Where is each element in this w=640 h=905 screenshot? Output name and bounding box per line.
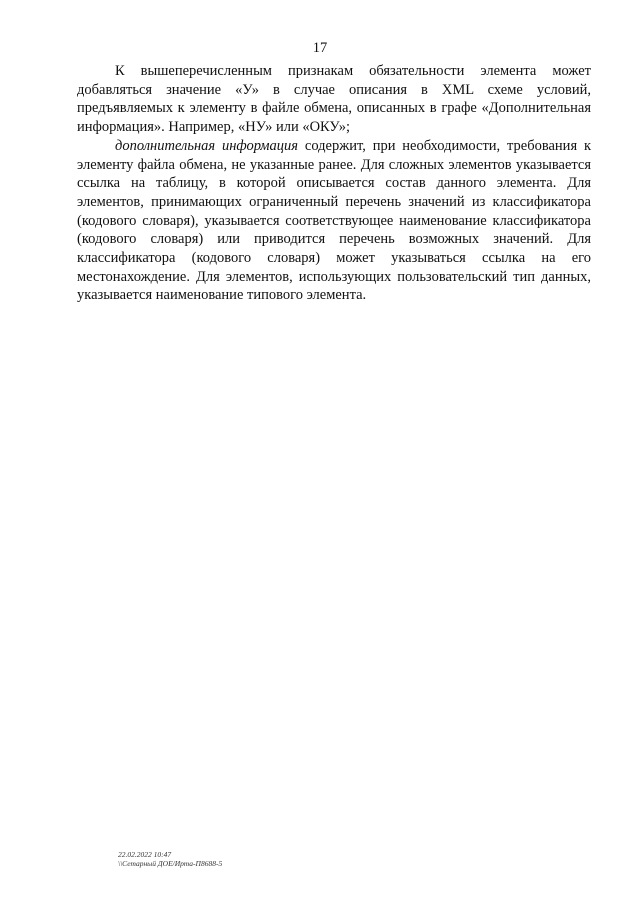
document-body [77, 62, 591, 305]
paragraph-text: содержит, при необходимости, требования к элементу файла обмена, не указанные ранее. Для сложных элементов указывается ссылка на таблицу, в которой описывается состав данного элемента. Для элементов, принимающих ограниченный перечень значений из классификатора (кодового словаря), указывается соответствующее наименование классификатора (кодового словаря) или приводится перечень возможных значений. Для классификатора (кодового словаря) может указываться ссылка на его местонахождение. Для элементов, использующих пользовательский тип данных, указывается наименование типового элемента. [77, 137, 591, 304]
footer-timestamp: 22.02.2022 10:47 [118, 850, 172, 859]
page-number: 17 [312, 40, 328, 56]
definition-term: дополнительная информация [115, 137, 299, 154]
paragraph-text: К вышеперечисленным признакам обязательности элемента может добавляться значение «У» в случае описания в XML схеме условий, предъявляемых к элементу в файле обмена, описанных в графе «Дополнительная информация». Например, «НУ» или «ОКУ»; [77, 63, 591, 136]
footer-stamp [118, 850, 222, 868]
footer-doc-ref: \\Сетарный ДОЕ/Ирта-П8688-5 [118, 859, 223, 868]
paragraph-additional-info [77, 137, 591, 305]
paragraph-obligation-note [77, 62, 591, 137]
